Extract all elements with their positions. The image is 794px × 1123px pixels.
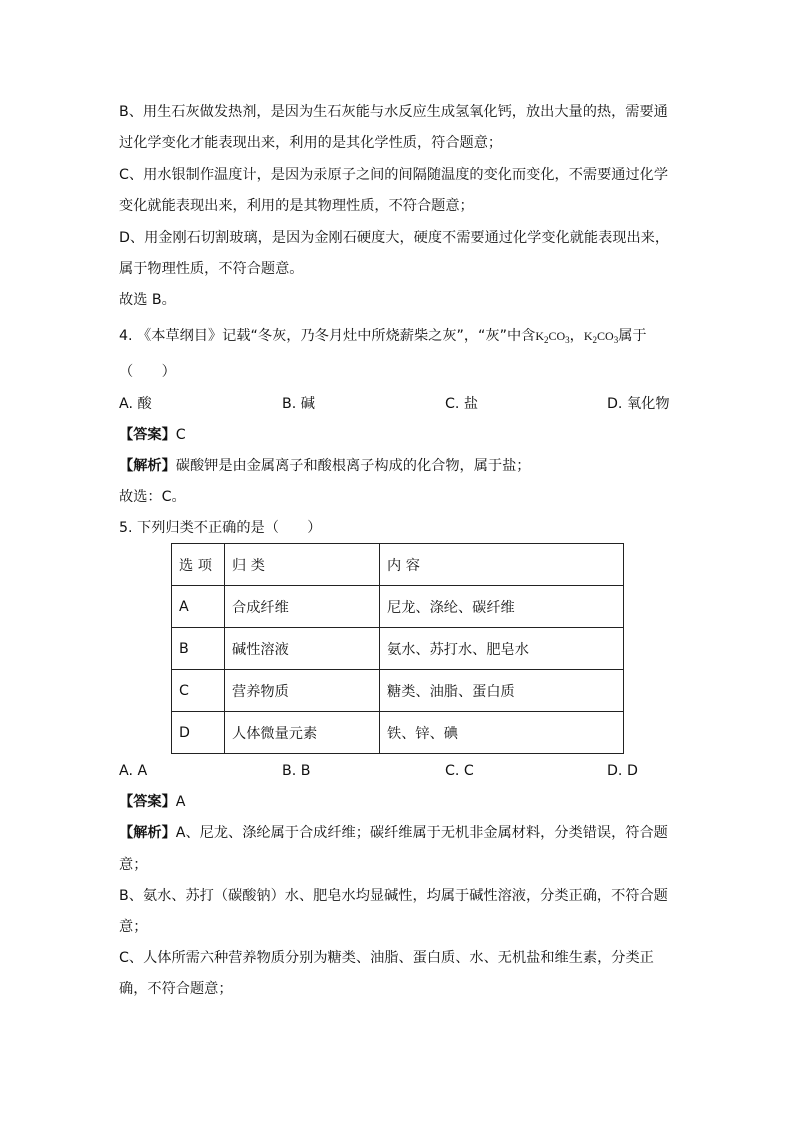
q5-option-c: C. C [445,763,474,779]
q5-analysis-label: 【解析】 [119,825,176,841]
q4-answer-label: 【答案】 [119,427,176,443]
k2co3-formula-2: $K_2CO_3$ [583,329,619,345]
table-cell: 铁、锌、碘 [380,712,624,754]
q4-stem-part1: 4. 《本草纲目》记载“冬灰，乃冬月灶中所烧薪柴之灰”，“灰”中含 [119,328,536,344]
q5-stem: 5. 下列归类不正确的是（ ） [119,520,322,536]
q5-option-b: B. B [282,763,311,779]
q4-option-d: D. 氧化物 [607,396,670,412]
q5-answer-value: A [175,794,186,810]
q4-answer [119,425,186,445]
q5-answer [119,792,185,812]
table-cell: B [172,628,225,670]
classification-table [171,543,624,754]
q4-option-b: B. 碱 [282,396,315,412]
q4-analysis-text: 碳酸钾是由金属离子和酸根离子构成的化合物，属于盐； [175,458,531,474]
q4-option-c: C. 盐 [445,396,479,412]
q4-answer-value: C [175,427,186,443]
q5-option-a: A. A [119,763,148,779]
table-header-cell: 归 类 [225,544,380,586]
table-cell: 营养物质 [225,670,380,712]
table-row [172,670,624,712]
q4-answer-bracket: （ ） [119,364,176,380]
explanation-d-line1: D、用金刚石切割玻璃，是因为金刚石硬度大，硬度不需要通过化学变化就能表现出来， [119,230,670,246]
table-cell: 人体微量元素 [225,712,380,754]
q5-analysis-b-line1: B、氨水、苏打（碳酸钠）水、肥皂水均显碱性，均属于碱性溶液，分类正确，不符合题 [119,888,668,904]
table-header-row [172,544,624,586]
table-cell: 尼龙、涤纶、碳纤维 [380,586,624,628]
k2co3-formula: $K_2CO_3$ [535,329,570,345]
table-cell: 氨水、苏打水、肥皂水 [380,628,624,670]
explanation-d-line2: 属于物理性质，不符合题意。 [119,261,304,277]
table-row [172,628,624,670]
explanation-c-line1: C、用水银制作温度计，是因为汞原子之间的间隔随温度的变化而变化，不需要通过化学 [119,167,669,183]
table-row [172,586,624,628]
table-row [172,712,624,754]
table-cell: A [172,586,225,628]
table-cell: D [172,712,225,754]
table-cell: 糖类、油脂、蛋白质 [380,670,624,712]
q4-stem-part2: 属于 [618,328,647,344]
explanation-b-line1: B、用生石灰做发热剂，是因为生石灰能与水反应生成氢氧化钙，放出大量的热，需要通 [119,104,668,120]
q4-conclusion: 故选：C。 [119,489,186,505]
q5-analysis-a-line2: 意； [119,857,148,873]
q4-option-a: A. 酸 [119,396,152,412]
table-header-cell: 内 容 [380,544,624,586]
table-cell: C [172,670,225,712]
table-cell: 碱性溶液 [225,628,380,670]
table-cell: 合成纤维 [225,586,380,628]
q4-stem [119,326,647,350]
q5-analysis-a-text: A、尼龙、涤纶属于合成纤维；碳纤维属于无机非金属材料，分类错误，符合题 [175,825,668,841]
table-header-cell: 选 项 [172,544,225,586]
q4-analysis [119,456,530,476]
q4-stem-separator: ， [569,328,584,344]
q5-analysis-a-line1 [119,823,668,843]
explanation-b-line2: 过化学变化才能表现出来，利用的是其化学性质，符合题意； [119,135,503,151]
q5-analysis-c-line1: C、人体所需六种营养物质分别为糖类、油脂、蛋白质、水、无机盐和维生素，分类正 [119,950,654,966]
q5-analysis-c-line2: 确，不符合题意； [119,981,233,997]
q5-analysis-b-line2: 意； [119,919,148,935]
q5-answer-label: 【答案】 [119,794,176,810]
q4-analysis-label: 【解析】 [119,458,176,474]
explanation-conclusion: 故选 B。 [119,292,176,308]
explanation-c-line2: 变化就能表现出来，利用的是其物理性质，不符合题意； [119,198,474,214]
q5-option-d: D. D [607,763,638,779]
